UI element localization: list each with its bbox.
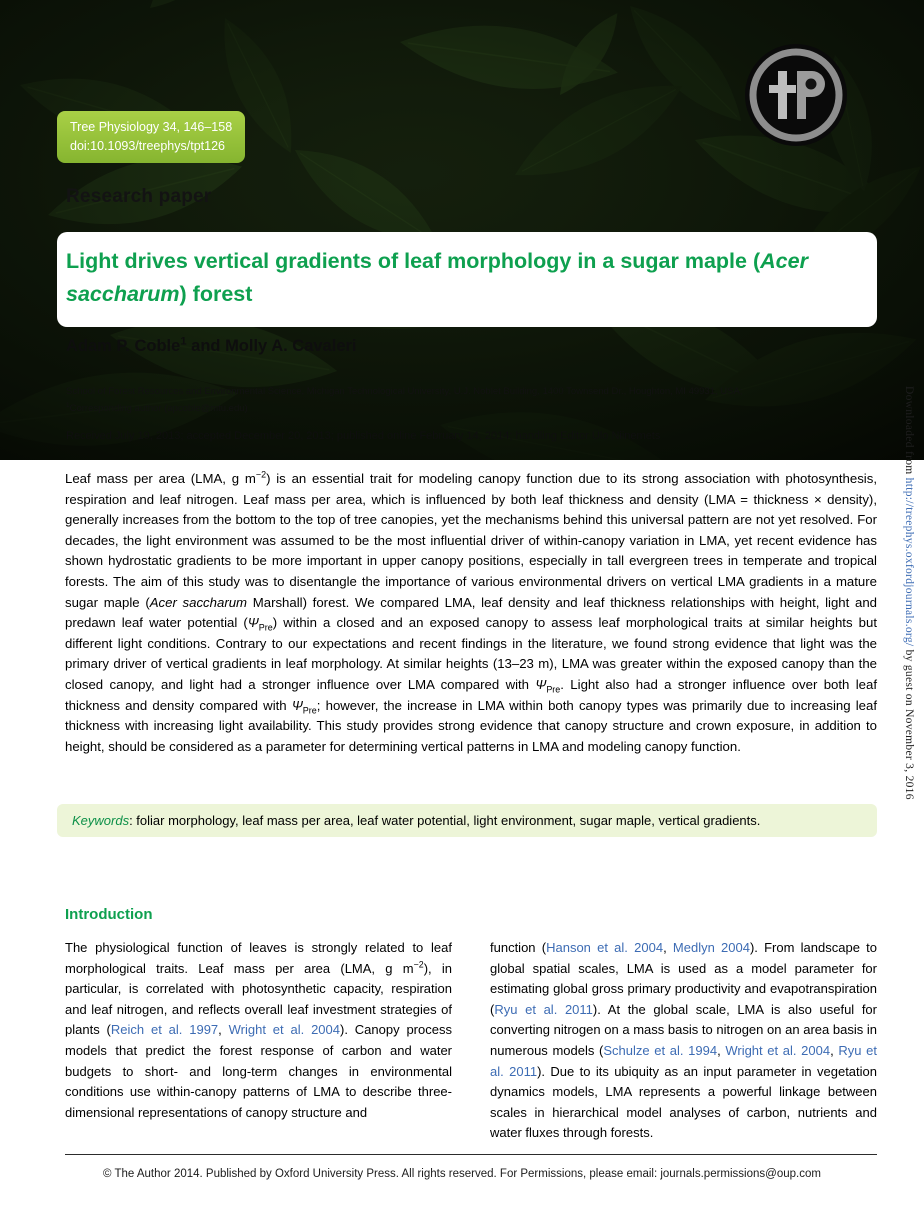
text-segment: Acer saccharum bbox=[149, 594, 248, 610]
text-segment: ), in particular, is correlated with photosynthetic capacity, respiration and leaf nitrogen, and reflects overall leaf investment strategies of plants ( bbox=[65, 960, 452, 1038]
citation-link[interactable]: Reich et al. 1997 bbox=[110, 1022, 219, 1038]
text-segment: , bbox=[717, 1042, 726, 1058]
copyright-footer: © The Author 2014. Published by Oxford University Press. All rights reserved. For Permissions, please email: journals.permissions@oup.com bbox=[103, 1168, 821, 1180]
author-names bbox=[66, 337, 357, 356]
text-segment: Pre bbox=[546, 684, 561, 695]
text-segment: Marshall) forest. We compared LMA, leaf density and leaf thickness relationships with height, light and predawn leaf water potential ( bbox=[65, 594, 878, 631]
text-segment: Ψ bbox=[247, 615, 259, 631]
text-segment: Acer saccharum bbox=[66, 249, 808, 307]
citation-badge bbox=[57, 111, 245, 163]
text-segment: and Molly A. Cavaleri bbox=[186, 337, 357, 355]
text-segment: , bbox=[218, 1022, 229, 1038]
text-segment: ) within a closed and an exposed canopy to assess leaf morphological traits at similar heights but different light conditions. Contrary to our expectations and recent findings in the literature, we found strong evidence that light was the primary driver of vertical gradients in leaf morphology. At similar heights (13–23 m), LMA was greater within the exposed canopy than the closed canopy, and light had a stronger influence over LMA compared with bbox=[65, 615, 877, 692]
text-segment: ). At the global scale, LMA is also useful for converting nitrogen on a mass basis to nitrogen on an area basis in numerous models ( bbox=[490, 1001, 877, 1058]
text-segment: , bbox=[830, 1042, 839, 1058]
keywords-box bbox=[57, 804, 877, 837]
text-segment: . Light also had a stronger influence over both leaf thickness and density compared with bbox=[65, 676, 877, 713]
citation-link[interactable]: http://treephys.oxfordjournals.org/ bbox=[903, 477, 915, 647]
text-segment: Ψ bbox=[291, 697, 303, 713]
article-type-label: Research paper bbox=[66, 186, 212, 207]
citation-link[interactable]: Schulze et al. 1994 bbox=[603, 1042, 718, 1058]
text-segment: 1 bbox=[66, 401, 70, 409]
doi-text: doi:10.1093/treephys/tpt126 bbox=[70, 138, 225, 153]
citation-link[interactable]: Wright et al. 2004 bbox=[228, 1022, 340, 1038]
text-segment: Pre bbox=[258, 622, 273, 633]
text-segment: 1 bbox=[180, 335, 187, 348]
journal-logo-icon bbox=[744, 43, 848, 147]
text-segment: ) forest bbox=[179, 282, 253, 307]
footer-divider bbox=[65, 1154, 877, 1155]
citation-link[interactable]: Wright et al. 2004 bbox=[725, 1042, 831, 1058]
article-history-line: Received July 19, 2013; accepted December 20, 2013; published online February 14, 2014; handling Editor Ülo Niinemets bbox=[66, 430, 661, 442]
text-segment: ). Due to its ubiquity as an input parameter in vegetation dynamics models, LMA represents a powerful linkage between scales in hierarchical model analyses of carbon, nutrients and water fluxes through forests. bbox=[490, 1063, 878, 1141]
intro-left-column bbox=[65, 938, 452, 1144]
corresponding-author-line bbox=[66, 401, 742, 418]
download-provenance-note bbox=[903, 386, 915, 800]
text-segment: function ( bbox=[490, 940, 547, 955]
citation-link[interactable]: Medlyn 2004 bbox=[672, 940, 750, 955]
journal-logo bbox=[744, 43, 848, 147]
citation-link[interactable]: Ryu et al. 2011 bbox=[494, 1001, 593, 1017]
affiliation-block bbox=[66, 384, 742, 417]
text-segment: −2 bbox=[255, 469, 267, 480]
text-segment: Light drives vertical gradients of leaf morphology in a sugar maple ( bbox=[66, 249, 761, 273]
text-segment: −2 bbox=[413, 959, 424, 970]
text-segment: Adam P. Coble bbox=[66, 337, 181, 355]
text-segment: , bbox=[663, 940, 673, 955]
text-segment: ). Canopy process models that predict the forest response of carbon and water budgets to short- and long-term changes in environmental conditions use within-canopy patterns of LMA to describe three-dimensional representations of canopy structure and bbox=[65, 1022, 452, 1120]
body-columns bbox=[65, 938, 877, 1144]
text-segment: Downloaded from bbox=[903, 386, 915, 478]
keywords-label: Keywords bbox=[72, 813, 130, 828]
text-segment: Pre bbox=[302, 705, 317, 716]
text-segment: ) is an essential trait for modeling canopy function due to its strong association with photosynthesis, respiration and leaf nitrogen. Leaf mass per area, which is influenced by both leaf thickness and density (LMA = thickness × density), generally increases from the bottom to the top of tree canopies, yet the mechanisms behind this universal pattern are not yet resolved. For decades, the light environment was assumed to be the most influential driver of within-canopy variation in LMA, yet recent evidence has shown hydrostatic gradients to be more important in upper canopy positions, especially in tall evergreen trees in temperate and tropical forests. The aim of this study was to disentangle the importance of various environmental drivers on vertical LMA gradients in a mature sugar maple ( bbox=[65, 471, 877, 610]
text-segment: Leaf mass per area (LMA, g m bbox=[65, 471, 256, 486]
intro-right-column bbox=[490, 938, 877, 1144]
keywords-text: : foliar morphology, leaf mass per area, leaf water potential, light environment, sugar maple, vertical gradients. bbox=[129, 813, 761, 828]
introduction-heading: Introduction bbox=[65, 906, 153, 923]
citation-link[interactable]: Hanson et al. 2004 bbox=[546, 940, 664, 955]
text-segment: ; however, the increase in LMA within both canopy types was primarily due to increasing leaf thickness with increasing light availability. This study provides strong evidence that canopy structure and crown exposure, in addition to height, should be considered as a parameter for determining vertical patterns in LMA and modeling canopy function. bbox=[65, 697, 878, 754]
text-segment: The physiological function of leaves is strongly related to leaf morphological traits. Leaf mass per area (LMA, g m bbox=[65, 940, 452, 976]
text-segment: ). From landscape to global spatial scales, LMA is used as a model parameter for estimating global gross primary productivity and evapotranspiration ( bbox=[490, 940, 877, 1017]
affiliation-line: School of Forest Resources and Environmental Science, Michigan Technological University, U.J. Noblet Building, 1400 Townsend Dr., Houghton, MI 49931, USA; bbox=[66, 386, 743, 397]
citation-link[interactable]: Ryu et al. 2011 bbox=[490, 1042, 877, 1079]
abstract-paragraph bbox=[65, 469, 877, 757]
title-box bbox=[57, 232, 877, 327]
journal-citation: Tree Physiology 34, 146–158 bbox=[70, 120, 233, 134]
page-title bbox=[66, 245, 853, 312]
text-segment: Corresponding author (apcoble@mtu.edu) bbox=[69, 402, 248, 414]
text-segment: Ψ bbox=[535, 676, 547, 692]
text-segment: by guest on November 3, 2016 bbox=[903, 646, 915, 800]
